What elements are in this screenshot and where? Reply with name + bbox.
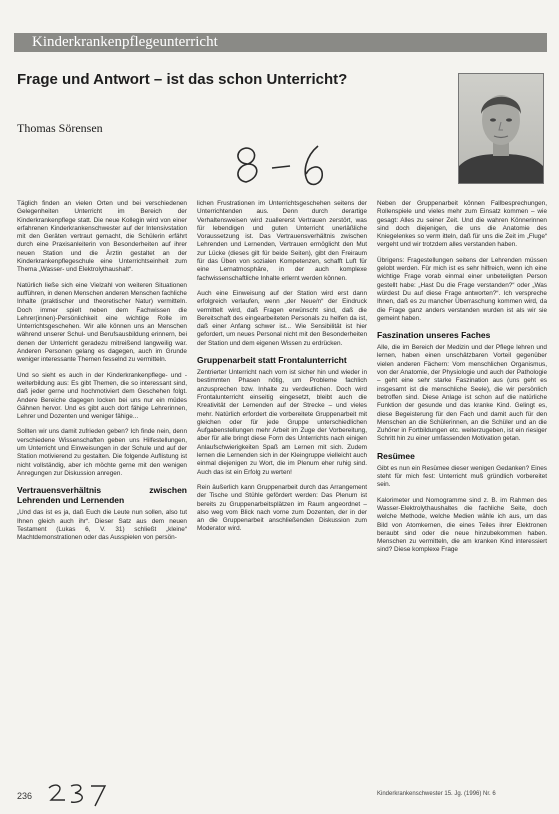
body-paragraph: Neben der Gruppenarbeit können Fallbesprechungen, Rollenspiele und vieles mehr zum Einsatz kommen – wie gesagt: Alles zu seiner Zeit. Und die wahren Könnerinnen sind doch diejenigen, die uns die Anatomie des Kniegelenkes so verm itteln, daß für uns die Zeit im „Fluge“ vergeht und wir trotzdem alles verstanden haben.: [377, 200, 547, 249]
handwritten-annotation: [232, 142, 342, 190]
body-paragraph: Kalorimeter und Nomogramme sind z. B. im Rahmen des Wasser-Elektrolythaushaltes die fachliche Seite, doch welche Methode, welche Medien wähle ich aus, um das Bild von Atomkernen, die eines Teiles ihrer Elektronen beraubt sind oder die neue hinzubekommen haben. Menschen zu vermitteln, die am kranken Kind interessiert sind? Diese komplexe Frage: [377, 496, 547, 554]
author-portrait: [458, 73, 544, 184]
section-heading: Resümee: [377, 450, 415, 461]
article-column-3: [377, 200, 547, 750]
body-paragraph: Zentrierter Unterricht nach vorn ist sicher hin und wieder in bestimmten Phasen nötig, um Probleme fachlich anzusprechen bzw. Inhalte zu verdeutlichen. Doch wird Frontalunterricht einseitig eingesetzt, bleibt auch die Kreativität der Lernenden auf der Strecke – und vieles mehr. Natürlich erfordert die vorbereitete Gruppenarbeit mit gleichen oder für jede Gruppe unterschiedlichen Aufgabenstellungen mehr Arbeit im Zuge der Vorbereitung, aber für alle bringt diese Form des Unterrichts nach einigen Anlaufschwierigkeiten Spaß am Lernen mit sich. Zudem lernen die Lernenden sich in der Kleingruppe vielleicht auch einmal diejenigen zu Wort, die im Plenum eher ruhig sind. Auch das ist ein Erfolg zu werten!: [197, 369, 367, 476]
body-paragraph: Rein äußerlich kann Gruppenarbeit durch das Arrangement der Tische und Stühle gefördert werden: Das Plenum ist bereits zu Gruppenarbeitsplätzen im Raum angeordnet – also weg vom Blick nach vorne zum Dozenten, der in der an die Gruppenarbeit anschließenden Diskussion zum Moderator wird.: [197, 483, 367, 533]
body-paragraph: Sollten wir uns damit zufrieden geben? Ich finde nein, denn verschiedene Wissenschaften geben uns Hilfestellungen, um Unterricht und Einweisungen in der Schule und auf der Station motivierend zu gestalten. Die folgende Auflistung ist nicht vollständig, aber ich möchte gerne mit den wenigen Anregungen zur Diskussion anregen.: [17, 428, 187, 477]
article-column-2: [197, 200, 367, 750]
body-paragraph: Auch eine Einweisung auf der Station wird erst dann erfolgreich verlaufen, wenn „der Neue/n“ der Eindruck vermittelt wird, daß Fragen erwünscht sind, daß die Bereitschaft des eingearbeiteten Personals zu helfen da ist, daß einer Anfang schwer ist... Wie Sensibilität ist hier gefordert, um neues Personal nicht mit den Besonderheiten der Station und dem eigenen Wissen zu erdrücken.: [197, 289, 367, 347]
body-paragraph: Täglich finden an vielen Orten und bei verschiedenen Gelegenheiten Unterricht im Bereich der Kinderkrankenpflege statt. Die neue Kollegin wird von einer erfahrenen Kinderkrankenschwester auf der Intensivstation mit den Geräten vertraut gemacht, die Schülerin erfährt durch eine Praxisanleiterin von Besonderheiten auf ihrer neuen Station und die Ärztin gestaltet an der Kinderkrankenpflegeschule eine Unterrichtseinheit zum Thema „Wasser- und Elektrolythaushalt“.: [17, 200, 187, 274]
article-author: Thomas Sörensen: [17, 121, 103, 135]
body-paragraph: „Und das ist es ja, daß Euch die Leute nun sollen, also tut Ihnen gleich auch ihr“. Dieser Satz aus dem neuen Testament (Lukas 6, V. 31) schließt „kleine“ Machtdemonstrationen oder das Ausspielen von persön-: [17, 509, 187, 542]
section-heading: Faszination unseres Faches: [377, 330, 491, 341]
handwritten-page-number: [45, 782, 125, 808]
page-number: 236: [17, 791, 33, 801]
body-paragraph: lichen Frustrationen im Unterrichtsgeschehen seitens der Unterrichtenden aus. Denn durch derartige Verhaltensweisen wird zuallererst Vertrauen zerstört, was für lebendigen und guten Unterricht unerläßliche Voraussetzung ist. Das Vertrauensverhältnis zwischen Lehrenden und Lernenden, Vertrauen ermöglicht den Mut zur Lücke (dieses gilt für beide Seiten), gibt den Freiraum für das Üben von sozialen Kompetenzen, schafft Luft für eine Lernatmosphäre, in der auch komplexe fachwissenschaftliche Inhalte erlernt werden können.: [197, 200, 367, 282]
journal-reference: Kinderkrankenschwester 15. Jg. (1996) Nr. 6: [377, 791, 496, 797]
section-header: Kinderkrankenpflegeunterricht: [14, 33, 547, 52]
section-heading: Gruppenarbeit statt Frontalunterricht: [197, 355, 347, 366]
body-paragraph: Natürlich ließe sich eine Vielzahl von weiteren Situationen aufführen, in denen Menschen anderen Menschen fachliche Inhalte (praktischer und theoretischer Natur) vermitteln. Doch immer spielt neben dem Fachwissen die Lehrer(innen)-Persönlichkeit eine wichtige Rolle im Unterrichtsgeschehen. Wir alle können uns an Menschen während unserer Schul- und Berufsausbildung erinnern, bei denen der Unterricht geradezu mitreißend langweilig war. Anderen Personen gelang es dagegen, auch im Grunde weniger interessante Themen fesselnd zu vermitteln.: [17, 281, 187, 364]
body-paragraph: Und so sieht es auch in der Kinderkrankenpflege- und -weiterbildung aus: Es gibt Themen, die so interessant sind, daß jeder gerne und hochmotiviert dem Geschehen folgt. Andere Bereiche dagegen locken bei uns nur ein müdes Gähnen hervor. Und es gibt auch dort fähige Lehrerinnen, Lehrer und Dozenten und weniger fähige...: [17, 371, 187, 421]
section-heading: Vertrauensverhältnis zwischen Lehrenden und Lernenden: [17, 485, 187, 506]
article-title: Frage und Antwort – ist das schon Unterricht?: [17, 71, 348, 88]
body-paragraph: Gibt es nun ein Resümee dieser wenigen Gedanken? Eines steht für mich fest: Unterricht muß gründlich vorbereitet sein.: [377, 464, 547, 489]
body-paragraph: Übrigens: Fragestellungen seitens der Lehrenden müssen gelobt werden. Für mich ist es sehr hilfreich, wenn ich eine wichtige Frage vorab einmal einer unbeteiligten Person gestellt habe: „Hast Du die Frage verstanden?“ oder „Was würdest Du auf diese Frage antworten?“. Ich verspreche Ihnen, daß es zu mancher Überraschung kommen wird, da die Frage ganz anders verstanden wurden ist als wir sie gemeint haben.: [377, 256, 547, 322]
article-column-1: [17, 200, 187, 750]
body-paragraph: Alle, die im Bereich der Medizin und der Pflege lehren und lernen, haben einen unschätzbaren Vorteil gegenüber vielen anderen Fächern: Vom menschlichen Organismus, von der Anatomie, der Physiologie und auch der Pathologie – geht eine sehr starke Faszination aus (uns geht es insgesamt ist die menschliche Seele), die wir persönlich betroffen sind. Diese Anlage ist schon auf die natürliche Funktion der gesunde und das kranke Kind. Gelingt es, diese Begeisterung für den Fach und damit auch für den Menschen an die Schülerinnen, an die Schüler und an die Zuhörer in Fortbildungen etc. weiterzugeben, ist ein riesiger Schritt hin zu einer umfassenden Motivation getan.: [377, 344, 547, 443]
